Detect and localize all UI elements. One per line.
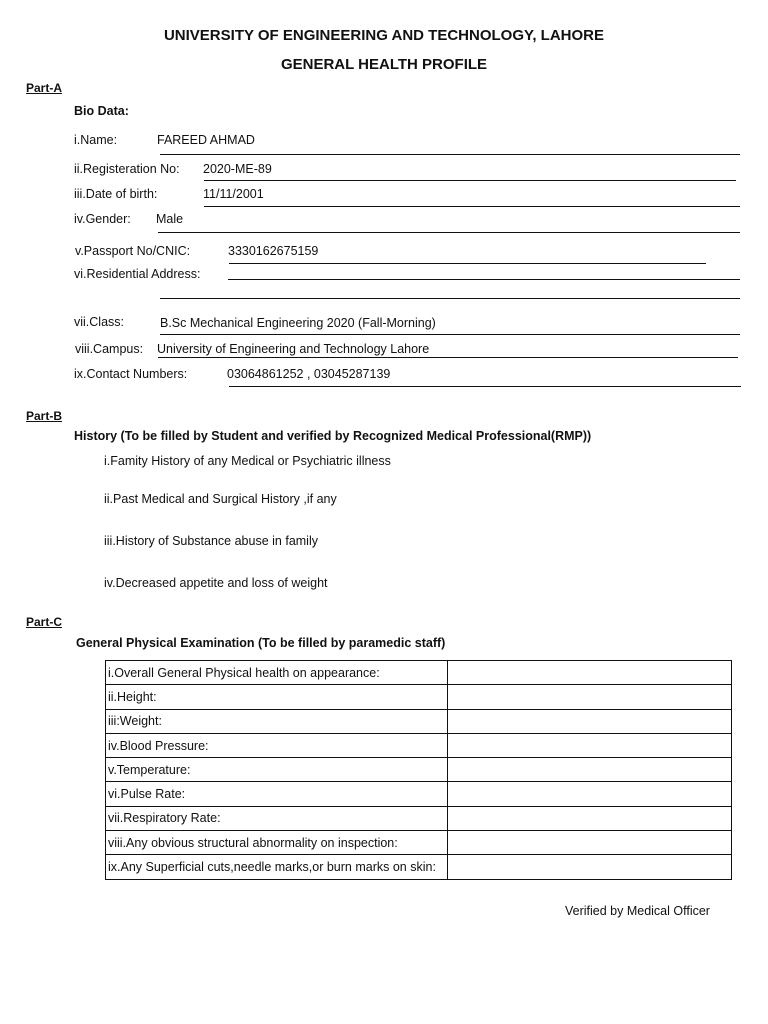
physical-exam-heading: General Physical Examination (To be filled by paramedic staff) <box>76 636 446 650</box>
campus-label: viii.Campus: <box>75 342 144 356</box>
dob-value: 11/11/2001 <box>203 187 264 201</box>
history-item: i.Famity History of any Medical or Psychiatric illness <box>104 454 391 468</box>
bio-data-heading: Bio Data: <box>74 104 129 118</box>
exam-question: vii.Respiratory Rate: <box>106 806 448 830</box>
contact-value: 03064861252 , 03045287139 <box>227 367 391 381</box>
table-row <box>106 855 732 879</box>
dob-label: iii.Date of birth: <box>74 187 158 201</box>
table-row <box>106 806 732 830</box>
exam-answer-cell <box>448 709 732 733</box>
contact-underline <box>229 386 741 387</box>
gender-underline <box>158 232 740 233</box>
table-row <box>106 758 732 782</box>
name-value: FAREED AHMAD <box>157 133 255 147</box>
table-row <box>106 661 732 685</box>
table-row <box>106 685 732 709</box>
gender-label: iv.Gender: <box>74 212 131 226</box>
address-underline-1 <box>228 279 740 280</box>
class-value: B.Sc Mechanical Engineering 2020 (Fall-Morning) <box>160 316 436 330</box>
table-row <box>106 782 732 806</box>
exam-answer-cell <box>448 733 732 757</box>
part-b-label: Part-B <box>26 409 63 423</box>
passport-label: v.Passport No/CNIC: <box>75 244 191 258</box>
name-underline <box>160 154 740 155</box>
exam-answer-cell <box>448 831 732 855</box>
exam-question: v.Temperature: <box>106 758 448 782</box>
contact-label: ix.Contact Numbers: <box>74 367 188 381</box>
dob-underline <box>204 206 740 207</box>
class-label: vii.Class: <box>74 315 125 329</box>
campus-underline <box>158 357 738 358</box>
exam-answer-cell <box>448 758 732 782</box>
exam-question: ix.Any Superficial cuts,needle marks,or burn marks on skin: <box>106 855 448 879</box>
exam-answer-cell <box>448 661 732 685</box>
address-label: vi.Residential Address: <box>74 267 201 281</box>
passport-value: 3330162675159 <box>228 244 319 258</box>
exam-answer-cell <box>448 782 732 806</box>
verified-by-text: Verified by Medical Officer <box>565 904 710 918</box>
exam-answer-cell <box>448 806 732 830</box>
campus-value: University of Engineering and Technology Lahore <box>157 342 430 356</box>
exam-question: ii.Height: <box>106 685 448 709</box>
passport-underline <box>229 263 706 264</box>
exam-question: iii:Weight: <box>106 709 448 733</box>
exam-answer-cell <box>448 855 732 879</box>
exam-question: i.Overall General Physical health on appearance: <box>106 661 448 685</box>
address-underline-2 <box>160 298 740 299</box>
part-c-label: Part-C <box>26 615 63 629</box>
history-item: ii.Past Medical and Surgical History ,if any <box>104 492 337 506</box>
registration-value: 2020-ME-89 <box>203 162 272 176</box>
history-item: iv.Decreased appetite and loss of weight <box>104 576 328 590</box>
class-underline <box>160 334 740 335</box>
name-label: i.Name: <box>74 133 118 147</box>
exam-answer-cell <box>448 685 732 709</box>
exam-question: vi.Pulse Rate: <box>106 782 448 806</box>
table-row <box>106 733 732 757</box>
table-row <box>106 709 732 733</box>
history-heading: History (To be filled by Student and verified by Recognized Medical Professional(RMP)) <box>74 429 592 443</box>
exam-question: viii.Any obvious structural abnormality on inspection: <box>106 831 448 855</box>
university-title: UNIVERSITY OF ENGINEERING AND TECHNOLOGY, LAHORE <box>163 27 605 44</box>
physical-exam-table <box>105 660 732 880</box>
registration-label: ii.Registeration No: <box>74 162 180 176</box>
table-row <box>106 831 732 855</box>
exam-question: iv.Blood Pressure: <box>106 733 448 757</box>
registration-underline <box>204 180 736 181</box>
gender-value: Male <box>156 212 184 226</box>
part-a-label: Part-A <box>26 81 63 95</box>
history-item: iii.History of Substance abuse in family <box>104 534 318 548</box>
form-title: GENERAL HEALTH PROFILE <box>280 56 488 73</box>
